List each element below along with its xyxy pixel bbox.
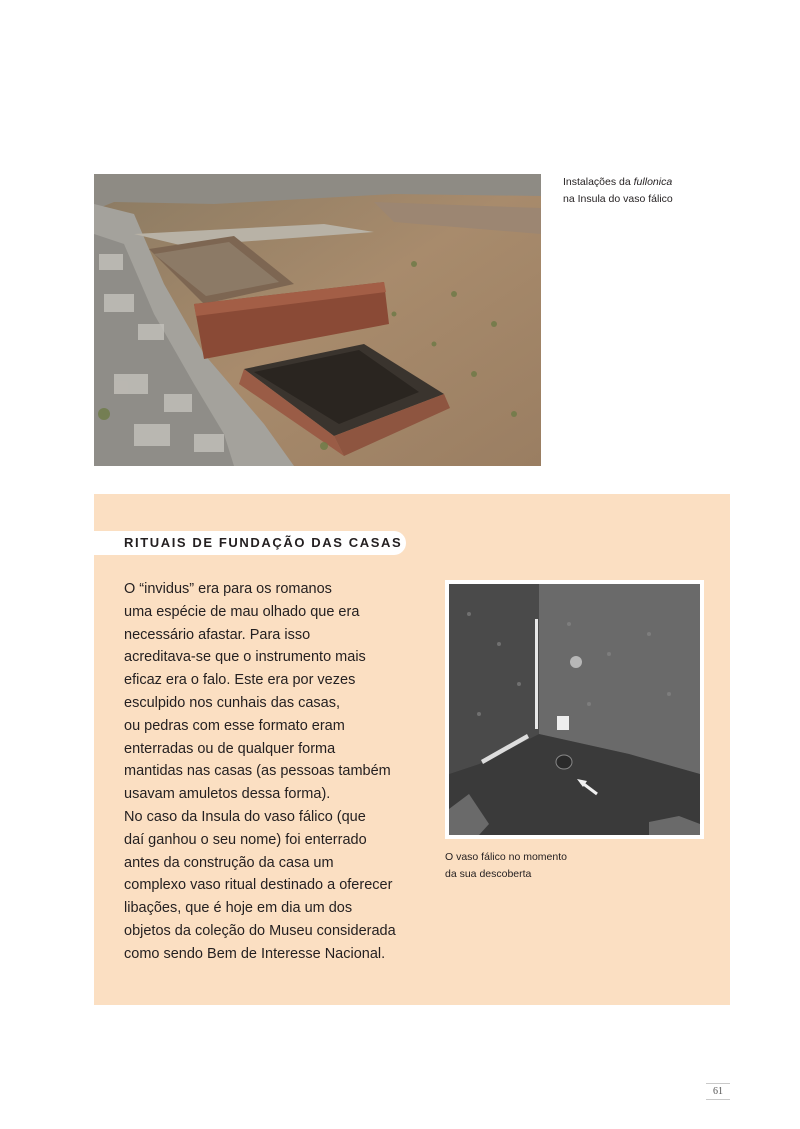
- excavation-photo-frame: [445, 580, 704, 839]
- body-line: complexo vaso ritual destinado a oferecer: [124, 877, 393, 894]
- body-line: mantidas nas casas (as pessoas também: [124, 763, 391, 780]
- body-line: enterradas ou de qualquer forma: [124, 740, 336, 757]
- page-number-rule-top: [706, 1083, 730, 1084]
- caption-line: O vaso fálico no momento: [445, 851, 567, 863]
- body-line: usavam amuletos dessa forma).: [124, 786, 331, 803]
- body-line: como sendo Bem de Interesse Nacional.: [124, 945, 386, 962]
- body-line: necessário afastar. Para isso: [124, 626, 311, 643]
- page-number-rule-bottom: [706, 1099, 730, 1100]
- caption-italic-term: fullonica: [633, 176, 673, 188]
- body-line: objetos da coleção do Museu considerada: [124, 922, 396, 939]
- caption-line: da sua descoberta: [445, 868, 532, 880]
- page-number: 61: [713, 1086, 723, 1097]
- body-line: esculpido nos cunhais das casas,: [124, 694, 341, 711]
- section-heading: RITUAIS DE FUNDAÇÃO DAS CASAS: [124, 535, 403, 550]
- fullonica-photo-caption: [563, 174, 753, 208]
- caption-suffix: na Insula do vaso fálico: [563, 193, 673, 205]
- section-body-text: [124, 578, 424, 966]
- body-line: No caso da Insula do vaso fálico (que: [124, 808, 366, 825]
- excavation-photo-caption: [445, 849, 645, 883]
- body-line: libações, que é hoje em dia um dos: [124, 900, 353, 917]
- body-line: ou pedras com esse formato eram: [124, 717, 345, 734]
- body-line: acreditava-se que o instrumento mais: [124, 649, 366, 666]
- body-line: uma espécie de mau olhado que era: [124, 603, 360, 620]
- body-line: eficaz era o falo. Este era por vezes: [124, 672, 356, 689]
- fullonica-photo: [94, 174, 541, 466]
- body-line: O “invidus” era para os romanos: [124, 581, 332, 597]
- caption-prefix: Instalações da: [563, 176, 634, 188]
- body-line: daí ganhou o seu nome) foi enterrado: [124, 831, 367, 848]
- body-line: antes da construção da casa um: [124, 854, 334, 871]
- excavation-photo: [449, 584, 700, 835]
